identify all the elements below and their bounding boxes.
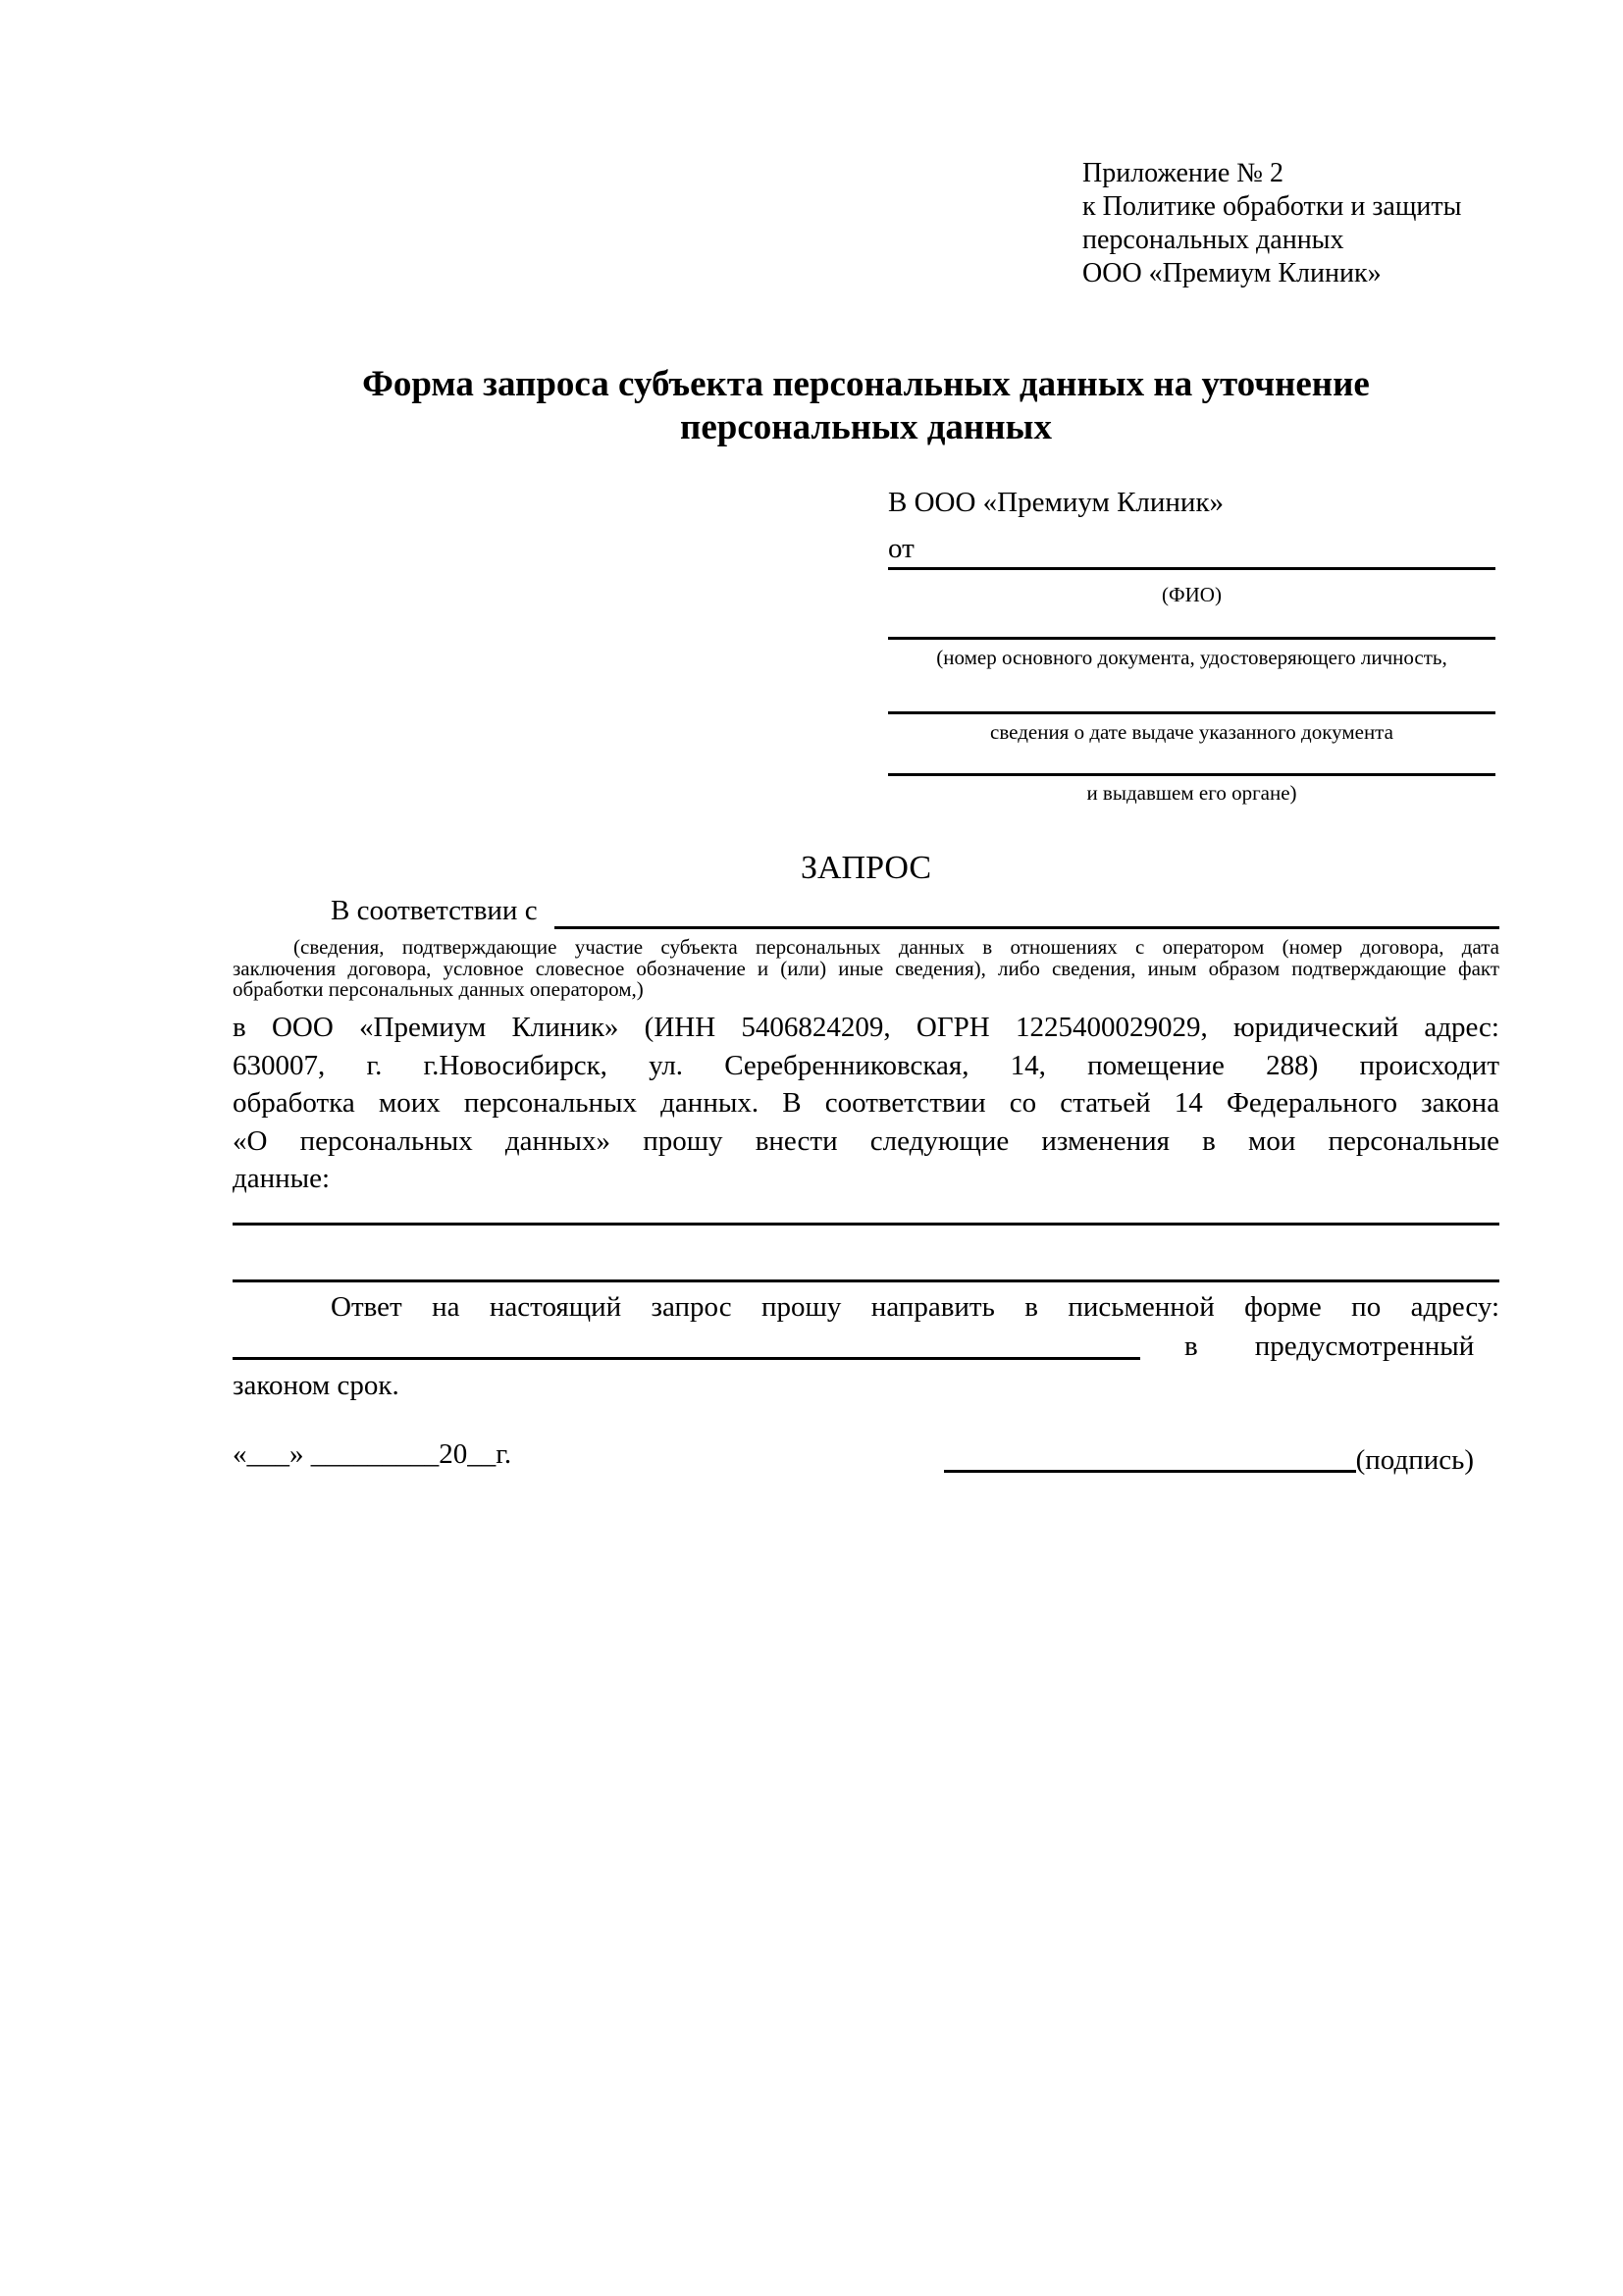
form-title	[233, 363, 1499, 449]
caption-document-number: (номер основного документа, удостоверяющего личность,	[936, 646, 1447, 669]
body-line: 630007, г. г.Новосибирск, ул. Серебренниковская, 14, помещение 288) происходит	[233, 1049, 1499, 1081]
blank-line-changes-2	[233, 1279, 1499, 1282]
form-title-line-1: Форма запроса субъекта персональных данных на уточнение	[362, 364, 1370, 404]
addressee-from: от	[888, 533, 915, 564]
answer-line-2	[233, 1327, 1499, 1366]
note-line: заключения договора, условное словесное обозначение и (или) иные сведения), либо сведения, иным образом подтверждающие факт	[233, 956, 1499, 980]
annex-line: персональных данных	[1082, 225, 1344, 255]
accordance-lead: В соответствии с	[331, 895, 545, 926]
answer-line-1: Ответ на настоящий запрос прошу направить в письменной форме по адресу:	[331, 1291, 1499, 1323]
body-line: в ООО «Премиум Клиник» (ИНН 5406824209, ОГРН 1225400029029, юридический адрес:	[233, 1012, 1499, 1043]
answer-paragraph	[233, 1287, 1499, 1405]
annex-line: Приложение № 2	[1082, 158, 1283, 188]
blank-line-issue-date	[888, 685, 1495, 714]
signature-group	[944, 1435, 1474, 1480]
signature-blank-line	[944, 1470, 1356, 1473]
caption-fio: (ФИО)	[1162, 583, 1222, 606]
addressee-to: В ООО «Премиум Клиник»	[888, 487, 1225, 518]
date-blank-line: «___» _________20__г.	[233, 1438, 512, 1470]
blank-line-fio	[888, 542, 1495, 570]
annex-line: к Политике обработки и защиты	[1082, 191, 1462, 222]
blank-line-issuing-authority	[888, 747, 1495, 776]
caption-issuing-authority: и выдавшем его органе)	[1086, 781, 1297, 805]
annex-line: ООО «Премиум Клиник»	[1082, 258, 1382, 288]
body-line: обработка моих персональных данных. В соответствии со статьей 14 Федерального закона	[233, 1087, 1499, 1119]
date-signature-row	[233, 1435, 1499, 1480]
note-line: (сведения, подтверждающие участие субъекта персональных данных в отношениях с оператором (номер договора, дата	[293, 935, 1499, 959]
accordance-row	[233, 895, 1499, 934]
body-paragraph	[233, 1009, 1499, 1198]
blank-line-document-number	[888, 610, 1495, 640]
answer-line-3: законом срок.	[233, 1370, 399, 1401]
note-line: обработки персональных данных оператором,)	[233, 977, 644, 1001]
signature-caption: (подпись)	[1355, 1444, 1474, 1476]
note-block	[233, 937, 1499, 1001]
form-title-line-2: персональных данных	[680, 407, 1052, 447]
answer-word-prescribed: предусмотренный	[1254, 1331, 1475, 1362]
body-line: данные:	[233, 1163, 331, 1194]
request-heading: ЗАПРОС	[800, 850, 932, 886]
answer-word-in: в	[1184, 1331, 1198, 1362]
blank-line-changes-1	[233, 1223, 1499, 1226]
annex-block	[1082, 157, 1514, 290]
accordance-blank-line	[554, 895, 1499, 929]
caption-issue-date: сведения о дате выдаче указанного документа	[990, 720, 1393, 744]
address-blank-line	[233, 1357, 1140, 1360]
body-line: «О персональных данных» прошу внести следующие изменения в мои персональные	[233, 1124, 1499, 1157]
